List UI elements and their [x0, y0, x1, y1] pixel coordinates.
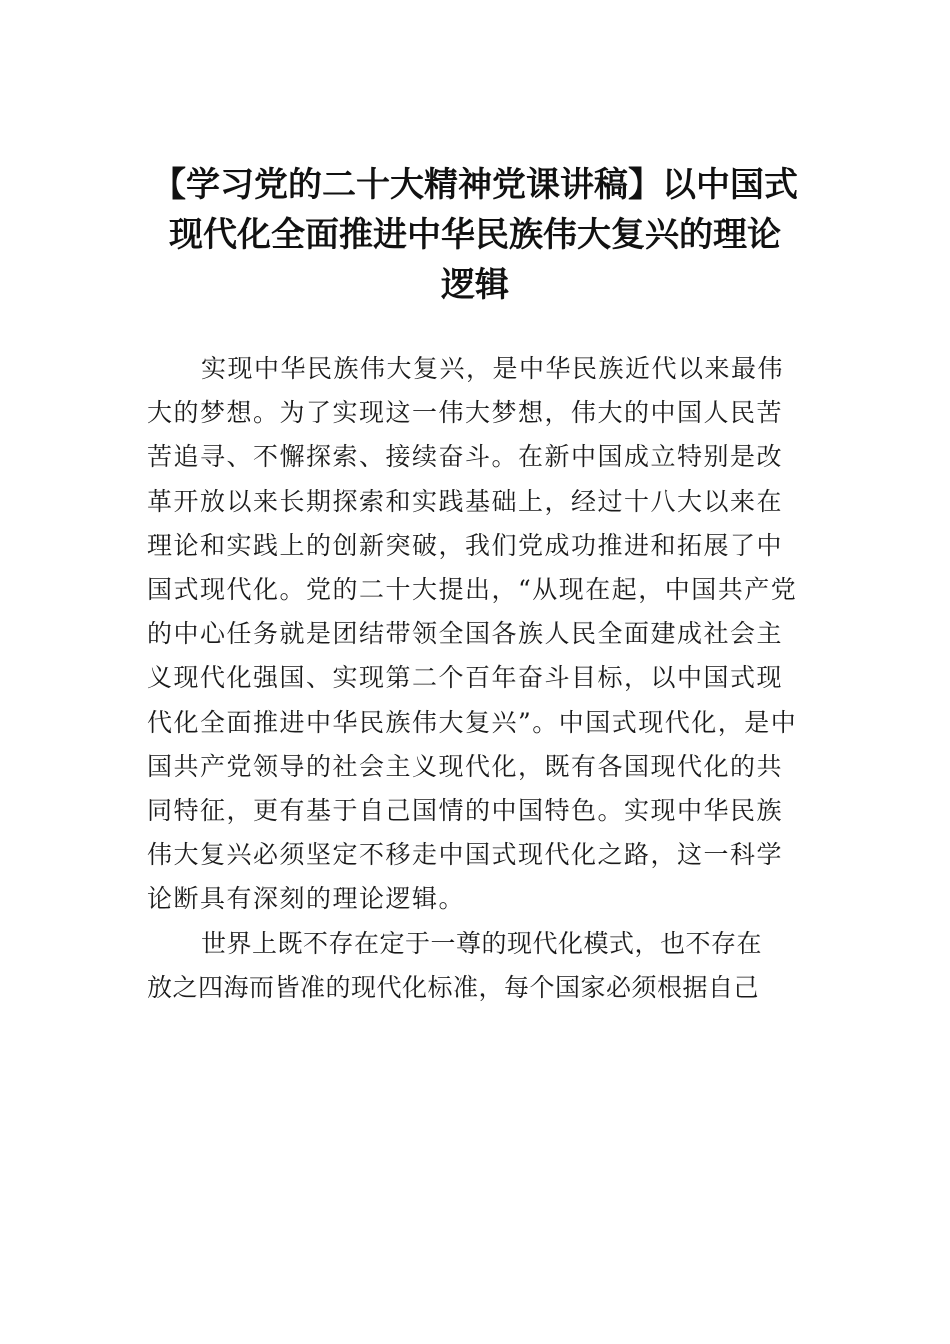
paragraph-line: 的中心任务就是团结带领全国各族人民全面建成社会主 [147, 619, 784, 649]
paragraph-line: 义现代化强国、实现第二个百年奋斗目标，以中国式现 [147, 663, 784, 693]
paragraph-line: 伟大复兴必须坚定不移走中国式现代化之路，这一科学 [147, 840, 784, 870]
paragraph-2 [147, 922, 807, 1010]
document-title [130, 160, 820, 310]
paragraph-line: 实现中华民族伟大复兴，是中华民族近代以来最伟 [201, 354, 785, 383]
title-line: 现代化全面推进中华民族伟大复兴的理论 [169, 215, 781, 255]
paragraph-line: 世界上既不存在定于一尊的现代化模式，也不存在 [201, 929, 763, 958]
title-line: 逻辑 [441, 265, 509, 305]
paragraph-line: 代化全面推进中华民族伟大复兴”。中国式现代化，是中 [147, 707, 798, 737]
paragraph-line: 同特征，更有基于自己国情的中国特色。实现中华民族 [147, 796, 784, 826]
title-line: 【学习党的二十大精神党课讲稿】以中国式 [152, 165, 798, 205]
paragraph-1 [147, 347, 807, 922]
paragraph-line: 论断具有深刻的理论逻辑。 [147, 884, 466, 914]
paragraph-line: 国共产党领导的社会主义现代化，既有各国现代化的共 [147, 751, 784, 781]
paragraph-line: 大的梦想。为了实现这一伟大梦想，伟大的中国人民苦 [147, 398, 784, 428]
paragraph-line: 苦追寻、不懈探索、接续奋斗。在新中国成立特别是改 [147, 442, 784, 472]
paragraph-line: 国式现代化。党的二十大提出，“从现在起，中国共产党 [147, 575, 798, 605]
paragraph-line: 革开放以来长期探索和实践基础上，经过十八大以来在 [147, 486, 784, 516]
paragraph-line: 放之四海而皆准的现代化标准，每个国家必须根据自己 [147, 973, 760, 1002]
paragraph-line: 理论和实践上的创新突破，我们党成功推进和拓展了中 [147, 530, 784, 560]
